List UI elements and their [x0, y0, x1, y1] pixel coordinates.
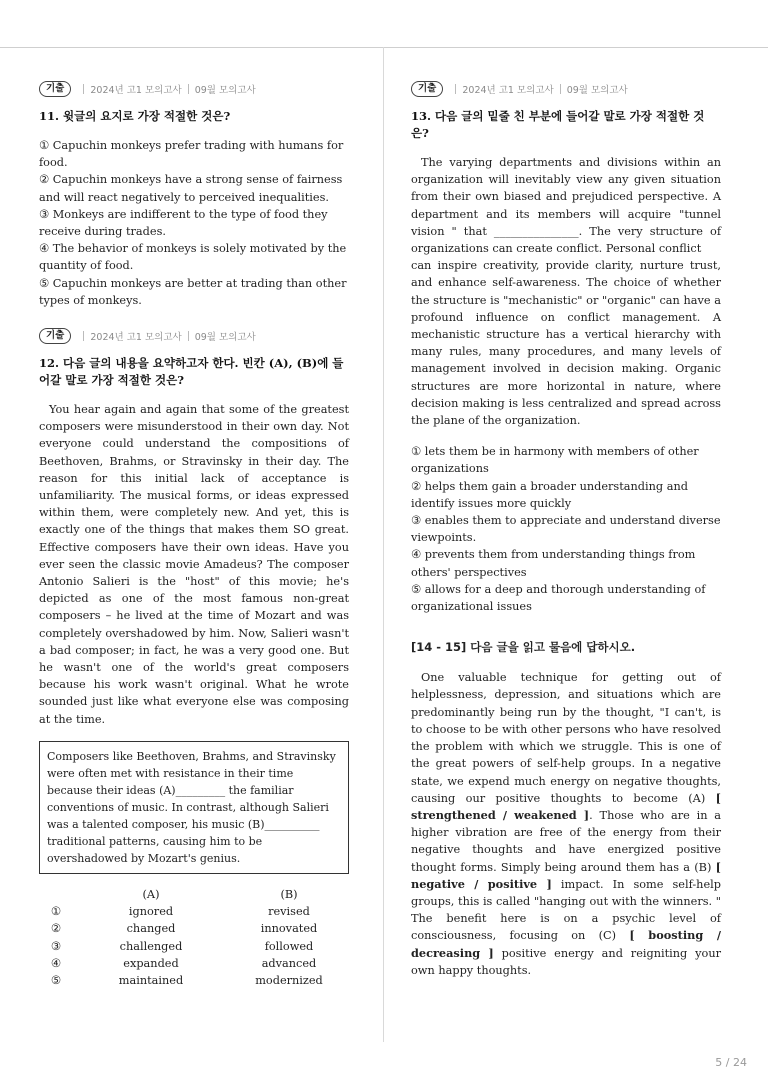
passage-text: positive energy and reigniting your own happy thoughts.	[411, 946, 722, 977]
choice-a: ignored	[128, 905, 174, 919]
separator	[188, 331, 189, 341]
source-label: 2024년 고1 모의고사	[462, 85, 554, 96]
bracket-choice-a: [ strengthened / weakened ]	[411, 790, 721, 822]
q11-source-line	[39, 80, 349, 98]
choice-b: innovated	[260, 922, 318, 936]
option-1[interactable]: ① Capuchin monkeys prefer trading with humans for food.	[39, 139, 344, 170]
left-column	[39, 80, 349, 989]
separator	[455, 84, 456, 94]
question-13-passage-part1: The varying departments and divisions within an organization will inevitably view any given situation from their own biased and prejudiced perspective. A department and its members will acquire "tunnel vision " that _______________. The very structure of organizations can create conflict. Personal conflict	[411, 156, 721, 256]
page-number: 5 / 24	[715, 1056, 747, 1069]
option-5[interactable]: ⑤ Capuchin monkeys are better at trading than other types of monkeys.	[39, 276, 347, 307]
column-divider	[383, 47, 384, 1042]
separator	[83, 331, 84, 341]
right-column	[411, 80, 721, 979]
option-3[interactable]: ③ Monkeys are indifferent to the type of food they receive during trades.	[39, 207, 328, 239]
section-14-15-passage	[411, 669, 721, 979]
answer-choices-table	[45, 886, 343, 989]
column-b-header: (B)	[280, 887, 298, 901]
source-label: 2024년 고1 모의고사	[90, 85, 182, 96]
passage-text: impact. In some self-help groups, this is called "hanging out with the winners. " The benefit here is on a psychic level of consciousness, focusing on (C)	[411, 877, 721, 943]
answer-choice-row[interactable]	[45, 972, 343, 989]
option-2[interactable]: ② Capuchin monkeys have a strong sense of fairness and will react negatively to perceived inequalities.	[39, 173, 343, 204]
month-label: 09월 모의고사	[194, 332, 256, 344]
question-13-passage-part2: can inspire creativity, provide clarity, nurture trust, and enhance self-awareness. The choice of whether the structure is "mechanistic" or "organic" can have a profound influence on conflict management. A mechanistic structure has a vertical hierarchy with many rules, many procedures, and many levels of management involved in decision making. Organic structures are more horizontal in nature, where decision making is less centralized and spread across the plane of the organization.	[411, 259, 721, 428]
question-11-title: 11. 윗글의 요지로 가장 적절한 것은?	[39, 109, 231, 123]
option-4[interactable]: ④ prevents them from understanding things from others' perspectives	[411, 548, 696, 579]
option-1[interactable]: ① lets them be in harmony with members of other organizations	[411, 445, 699, 476]
choice-number: ①	[50, 905, 62, 919]
passage-text: . Those who are in a higher vibration are free of the energy from their negative thoughts and have energized positive thought forms. Simply being around them has a (B)	[411, 808, 721, 874]
question-12-title: 12. 다음 글의 내용을 요약하고자 한다. 빈칸 (A), (B)에 들어갈 말로 가장 적절한 것은?	[39, 356, 344, 388]
bracket-choice-c: [ boosting / decreasing ]	[411, 928, 721, 960]
question-12-passage: You hear again and again that some of the greatest composers were misunderstood in their own day. Not everyone could understand the compositions of Beethoven, Brahms, or Stravinsky in their day. The reason for this initial lack of acceptance is unfamiliarity. The musical forms, or ideas expressed within them, were completely new. And yet, this is exactly one of the things that makes them SO great. Effective composers have their own ideas. Have you ever seen the classic movie Amadeus? The composer Antonio Salieri is the "host" of this movie; he's depicted as one of the most famous non-great composers – he lived at the time of Mozart and was completely overshadowed by him. Now, Salieri wasn't a bad composer; in fact, he was a very good one. But he wasn't one of the world's great composers because his work wasn't original. What he wrote sounded just like what everyone else was composing at the time.	[39, 403, 349, 726]
bracket-choice-b: [ negative / positive ]	[411, 859, 721, 891]
exam-tag: 기출	[411, 81, 443, 97]
choice-number: ②	[50, 922, 62, 936]
q12-source-line	[39, 327, 349, 345]
question-13-options	[411, 443, 721, 615]
answer-choice-row[interactable]	[45, 920, 343, 937]
separator	[560, 84, 561, 94]
summary-box: Composers like Beethoven, Brahms, and Stravinsky were often met with resistance in their time because their ideas (A)_________ the familiar conventions of music. In contrast, although Salieri was a talented composer, his music (B)__________ traditional patterns, causing him to be overshadowed by Mozart's genius.	[39, 741, 349, 874]
exam-tag: 기출	[39, 328, 71, 344]
option-5[interactable]: ⑤ allows for a deep and thorough understanding of organizational issues	[411, 582, 706, 614]
choice-number: ③	[50, 939, 62, 953]
separator	[188, 84, 189, 94]
option-4[interactable]: ④ The behavior of monkeys is solely motivated by the quantity of food.	[39, 242, 347, 273]
choice-a: challenged	[119, 939, 183, 953]
question-11-options	[39, 137, 349, 309]
option-3[interactable]: ③ enables them to appreciate and understand diverse viewpoints.	[411, 514, 721, 545]
month-label: 09월 모의고사	[566, 85, 628, 96]
passage-text: One valuable technique for getting out of helplessness, depression, and situations which are predominantly being run by the thought, "I can't, is to choose to be with other persons who have resolved the problem with which we struggle. This is one of the great powers of self-help groups. In a negative state, we expend much energy on negative thoughts, causing our positive thoughts to become (A)	[411, 671, 721, 805]
choice-number: ④	[50, 956, 62, 970]
choice-number: ⑤	[50, 973, 62, 987]
section-14-15-heading: [14 - 15] 다음 글을 읽고 물음에 답하시오.	[411, 640, 636, 655]
answer-choice-row[interactable]	[45, 903, 343, 920]
answer-choice-row[interactable]	[45, 955, 343, 972]
choice-b: advanced	[261, 956, 317, 970]
choice-a: maintained	[118, 973, 184, 987]
header-rule	[0, 47, 768, 48]
source-label: 2024년 고1 모의고사	[90, 332, 182, 344]
month-label: 09월 모의고사	[194, 85, 256, 96]
column-a-header: (A)	[142, 887, 160, 901]
option-2[interactable]: ② helps them gain a broader understanding and identify issues more quickly	[411, 479, 688, 510]
choice-a: expanded	[123, 956, 179, 970]
separator	[83, 84, 84, 94]
question-13-title: 13. 다음 글의 밑줄 친 부분에 들어갈 말로 가장 적절한 것은?	[411, 109, 705, 140]
choice-a: changed	[126, 922, 176, 936]
exam-tag: 기출	[39, 81, 71, 97]
choice-b: revised	[268, 905, 310, 919]
choice-b: followed	[264, 939, 314, 953]
q13-source-line	[411, 80, 721, 98]
answer-header-row	[45, 886, 343, 903]
choice-b: modernized	[255, 973, 323, 987]
answer-choice-row[interactable]	[45, 937, 343, 954]
